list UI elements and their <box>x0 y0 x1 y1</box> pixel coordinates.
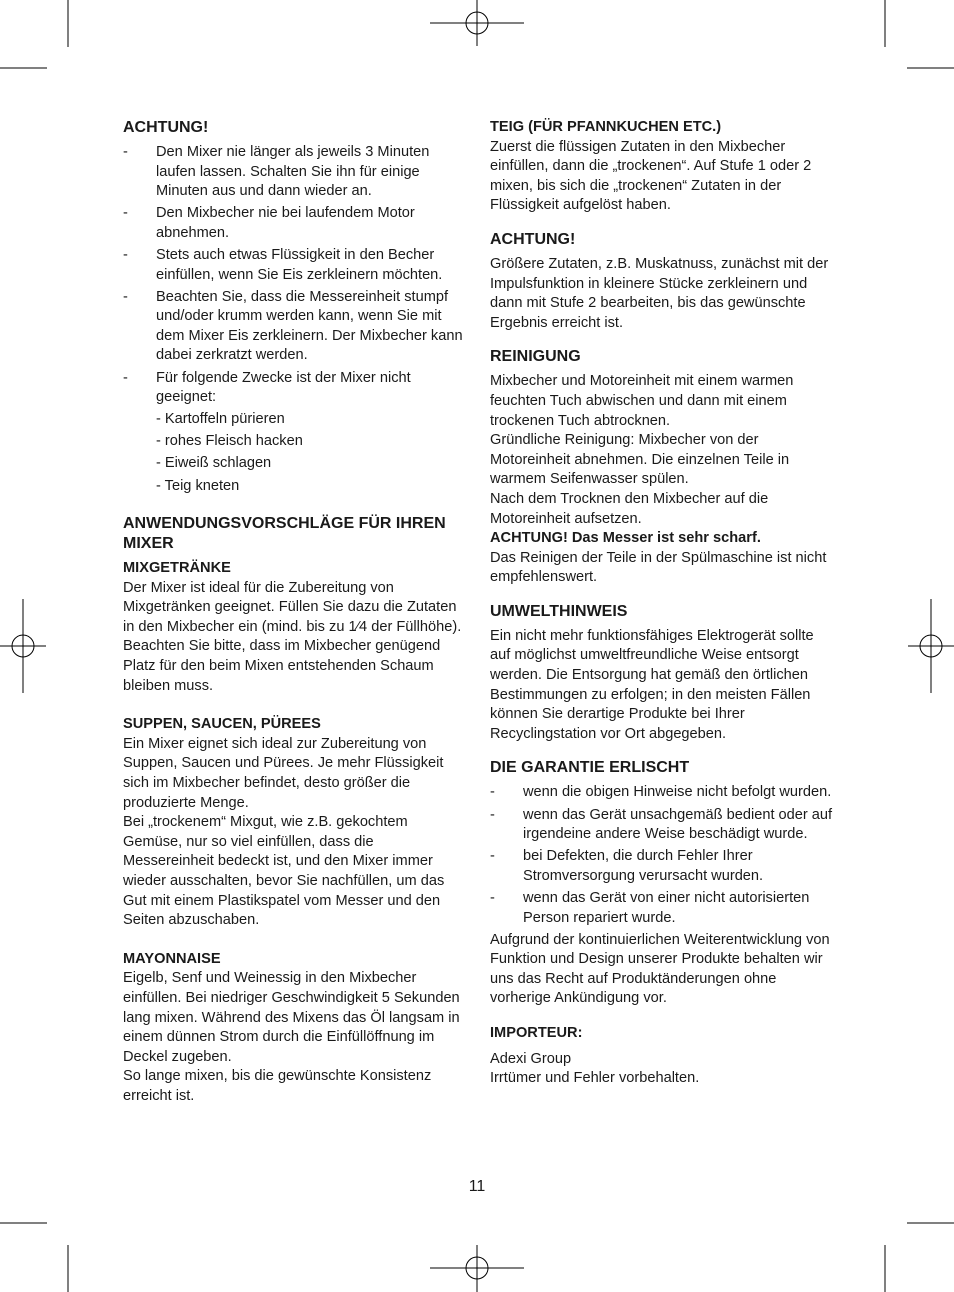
list-dash: - <box>490 806 495 823</box>
list-dash: - <box>123 246 128 263</box>
drinks-subheading: MIXGETRÄNKE <box>123 560 231 577</box>
environment-heading: UMWELTHINWEIS <box>490 602 628 620</box>
cleaning-text-2: Gründliche Reinigung: Mixbecher von der Motoreinheit abnehmen. Die einzelnen Teile in warmem Seifenwasser spülen. <box>490 432 790 488</box>
list-item: - Den Mixer nie länger als jeweils 3 Minuten laufen lassen. Schalten Sie ihn für einige Minuten aus und dann wieder an. <box>123 144 430 200</box>
importer-name: Adexi Group <box>490 1050 572 1067</box>
achtung-heading: ACHTUNG! <box>123 119 209 136</box>
warranty-text: Aufgrund der kontinuierlichen Weiterentwicklung von Funktion und Design unserer Produkte behalten wir uns das Recht auf Produktänderungen ohne vorherige Ankündigung vor. <box>490 931 830 1007</box>
list-dash: - <box>490 889 495 906</box>
warranty-list <box>490 783 835 928</box>
list-item: - Teig kneten <box>156 477 240 494</box>
list-item: - Eiweiß schlagen <box>156 455 272 472</box>
list-item: - rohes Fleisch hacken <box>156 433 303 450</box>
not-suitable-list <box>123 410 468 496</box>
importer-heading: IMPORTEUR: <box>490 1024 583 1041</box>
achtung-heading-2: ACHTUNG! <box>490 230 576 248</box>
cleaning-text-3: Nach dem Trocknen den Mixbecher auf die Motoreinheit aufsetzen. <box>490 490 769 527</box>
dough-subheading: TEIG (FÜR PFANNKUCHEN ETC.) <box>490 119 722 135</box>
list-dash: - <box>123 369 128 386</box>
list-item: - Für folgende Zwecke ist der Mixer nicht geeignet: <box>123 369 411 406</box>
list-item: - bei Defekten, die durch Fehler Ihrer Stromversorgung verursacht wurden. <box>490 848 764 884</box>
cleaning-text-4: Das Reinigen der Teile in der Spülmaschine ist nicht empfehlenswert. <box>490 549 827 586</box>
cleaning-warning: ACHTUNG! Das Messer ist sehr scharf. <box>490 530 761 547</box>
list-item: - Beachten Sie, dass die Messereinheit stumpf und/oder krumm werden kann, wenn Sie mit dem Mixer Eis zerkleinern. Der Mixbecher kann dabei zerkratzt werden. <box>123 288 463 364</box>
list-dash: - <box>490 784 495 801</box>
list-item: - wenn das Gerät unsachgemäß bedient oder auf irgendeine andere Weise beschädigt wurde. <box>490 806 833 843</box>
soups-text-2: Bei „trockenem“ Mixgut, wie z.B. gekochtem Gemüse, nur so viel einfüllen, dass die Messereinheit bedeckt ist, und den Mixer immer wieder ausschalten, bevor Sie nachfüllen, um das Gut mit einem Plastikspatel vom Messer und den Seiten abzuschaben. <box>123 814 445 929</box>
mayo-text-1: Eigelb, Senf und Weinessig in den Mixbecher einfüllen. Bei niedriger Geschwindigkeit 5 Sekunden lang mixen. Während des Mixens das Öl langsam in einem dünnen Strom durch die Einfüllöffnung im Deckel zugeben. <box>123 970 460 1065</box>
list-item: - wenn die obigen Hinweise nicht befolgt wurden. <box>490 783 835 803</box>
achtung-list <box>123 143 468 408</box>
page-number: 11 <box>468 1178 486 1195</box>
list-item: - Den Mixbecher nie bei laufendem Motor abnehmen. <box>123 205 415 241</box>
soups-subheading: SUPPEN, SAUCEN, PÜREES <box>123 716 321 733</box>
soups-text-1: Ein Mixer eignet sich ideal zur Zubereitung von Suppen, Saucen und Pürees. Je mehr Flüssigkeit sich im Mixbecher befindet, desto größer die produzierte Menge. <box>123 735 444 811</box>
suggestions-heading: ANWENDUNGSVORSCHLÄGE FÜR IHREN MIXER <box>123 515 446 553</box>
mayo-subheading: MAYONNAISE <box>123 950 221 967</box>
mayo-text-2: So lange mixen, bis die gewünschte Konsistenz erreicht ist. <box>123 1068 432 1104</box>
right-column <box>490 118 835 1089</box>
list-item: - Kartoffeln pürieren <box>156 411 285 428</box>
list-item: - wenn das Gerät von einer nicht autorisierten Person repariert wurde. <box>490 889 810 926</box>
environment-text: Ein nicht mehr funktionsfähiges Elektrogerät sollte auf möglichst umweltfreundliche Weise entsorgt werden. Die Entsorgung hat gemäß den örtlichen Bestimmungen zu erfolgen; in den meisten Fällen können Sie derartige Produkte bei Ihrer Recyclingstation vor Ort abgegeben. <box>490 627 814 742</box>
list-dash: - <box>490 848 495 865</box>
cleaning-heading: REINIGUNG <box>490 348 581 366</box>
cleaning-text-1: Mixbecher und Motoreinheit mit einem warmen feuchten Tuch abwischen und dann mit einem trockenen Tuch abtrocknen. <box>490 373 794 429</box>
warranty-heading: DIE GARANTIE ERLISCHT <box>490 759 690 777</box>
dough-text: Zuerst die flüssigen Zutaten in den Mixbecher einfüllen, dann die „trockenen“. Auf Stufe 1 oder 2 mixen, bis sich die „trockenen“ Zutaten in der Flüssigkeit aufgelöst haben. <box>490 138 812 214</box>
list-dash: - <box>123 144 128 160</box>
list-item: - Stets auch etwas Flüssigkeit in den Becher einfüllen, wenn Sie Eis zerkleinern möchten. <box>123 246 443 283</box>
importer-note: Irrtümer und Fehler vorbehalten. <box>490 1070 700 1087</box>
list-dash: - <box>123 288 128 305</box>
left-column <box>123 118 468 1107</box>
achtung-text: Größere Zutaten, z.B. Muskatnuss, zunächst mit der Impulsfunktion in kleinere Stücke zerkleinern und dann mit Stufe 2 bearbeiten, bis das gewünschte Ergebnis erreicht ist. <box>490 255 829 331</box>
drinks-text: Der Mixer ist ideal für die Zubereitung von Mixgetränken geeignet. Füllen Sie dazu die Zutaten in den Mixbecher ein (mind. bis zu 1⁄4 der Füllhöhe). Beachten Sie bitte, dass im Mixbecher genügend Platz für den beim Mixen entstehenden Schaum bleiben muss. <box>123 579 462 694</box>
list-dash: - <box>123 205 128 222</box>
